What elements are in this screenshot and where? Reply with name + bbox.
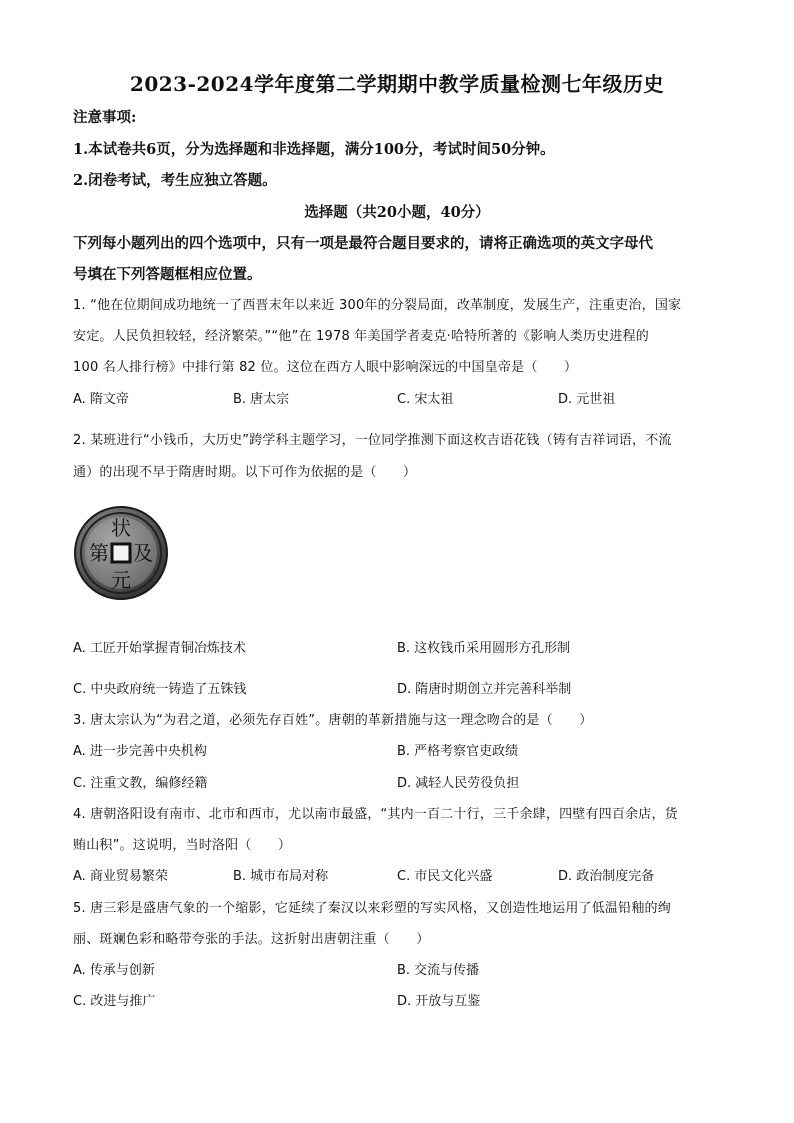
note-item-1: 1.本试卷共6页，分为选择题和非选择题，满分100分，考试时间50分钟。 <box>73 141 555 158</box>
question-2-option-a[interactable]: A. 工匠开始掌握青铜冶炼技术 <box>73 641 246 656</box>
question-2-line-2: 通）的出现不早于隋唐时期。以下可作为依据的是（ ） <box>73 465 417 480</box>
question-2-line-1: 2. 某班进行“小钱币，大历史”跨学科主题学习，一位同学推测下面这枚吉语花钱（铸有吉祥词语，不流 <box>73 433 672 448</box>
question-3-option-a[interactable]: A. 进一步完善中央机构 <box>73 744 207 759</box>
question-1-line-1: 1. “他在位期间成功地统一了西晋末年以来近 300年的分裂局面，改革制度，发展生产，注重吏治，国家 <box>73 298 682 313</box>
question-5-line-2: 丽、斑斓色彩和略带夸张的手法。这折射出唐朝注重（ ） <box>73 932 430 947</box>
question-3-option-b[interactable]: B. 严格考察官吏政绩 <box>397 744 519 759</box>
question-3-line-1: 3. 唐太宗认为“为君之道，必须先存百姓”。唐朝的革新措施与这一理念吻合的是（ ） <box>73 713 593 728</box>
question-1-line-3: 100 名人排行榜》中排行第 82 位。这位在西方人眼中影响深远的中国皇帝是（ ） <box>73 360 578 375</box>
question-4-line-2: 贿山积”。这说明，当时洛阳（ ） <box>73 838 292 853</box>
question-5-option-c[interactable]: C. 改进与推广 <box>73 994 156 1009</box>
coin-char-left: 第 <box>89 541 109 565</box>
question-5-option-a[interactable]: A. 传承与创新 <box>73 963 155 978</box>
note-item-2: 2.闭卷考试，考生应独立答题。 <box>73 172 277 189</box>
question-1-option-d[interactable]: D. 元世祖 <box>558 392 616 407</box>
coin-char-right: 及 <box>133 541 153 565</box>
question-4-option-b[interactable]: B. 城市布局对称 <box>233 869 329 884</box>
question-4-line-1: 4. 唐朝洛阳设有南市、北市和西市，尤以南市最盛，“其内一百二十行，三千余肆，四壁有四百余店，货 <box>73 807 678 822</box>
question-1-option-a[interactable]: A. 隋文帝 <box>73 392 129 407</box>
question-5-option-b[interactable]: B. 交流与传播 <box>397 963 480 978</box>
question-3-option-c[interactable]: C. 注重文教，编修经籍 <box>73 776 208 791</box>
exam-title: 2023-2024学年度第二学期期中教学质量检测七年级历史 <box>129 72 665 96</box>
question-2-option-b[interactable]: B. 这枚钱币采用圆形方孔形制 <box>397 641 571 656</box>
coin-char-bottom: 元 <box>111 568 131 592</box>
section-instruction-1: 下列每小题列出的四个选项中，只有一项是最符合题目要求的，请将正确选项的英文字母代 <box>73 235 653 252</box>
question-2-option-c[interactable]: C. 中央政府统一铸造了五铢钱 <box>73 682 247 697</box>
section-heading: 选择题（共20小题，40分） <box>304 204 490 221</box>
coin-image <box>73 505 169 601</box>
notes-heading: 注意事项: <box>73 109 137 126</box>
question-5-option-d[interactable]: D. 开放与互鉴 <box>397 994 481 1009</box>
question-4-option-c[interactable]: C. 市民文化兴盛 <box>397 869 493 884</box>
question-1-option-b[interactable]: B. 唐太宗 <box>233 392 290 407</box>
coin-char-top: 状 <box>111 516 131 540</box>
section-instruction-2: 号填在下列答题框相应位置。 <box>73 266 262 283</box>
question-5-line-1: 5. 唐三彩是盛唐气象的一个缩影，它延续了秦汉以来彩塑的写实风格，又创造性地运用了低温铅釉的绚 <box>73 901 671 916</box>
question-2-option-d[interactable]: D. 隋唐时期创立并完善科举制 <box>397 682 572 697</box>
question-3-option-d[interactable]: D. 减轻人民劳役负担 <box>397 776 520 791</box>
question-4-option-a[interactable]: A. 商业贸易繁荣 <box>73 869 168 884</box>
question-1-line-2: 安定。人民负担较轻，经济繁荣。”“他”在 1978 年美国学者麦克·哈特所著的《影响人类历史进程的 <box>73 329 649 344</box>
question-4-option-d[interactable]: D. 政治制度完备 <box>558 869 655 884</box>
question-1-option-c[interactable]: C. 宋太祖 <box>397 392 454 407</box>
